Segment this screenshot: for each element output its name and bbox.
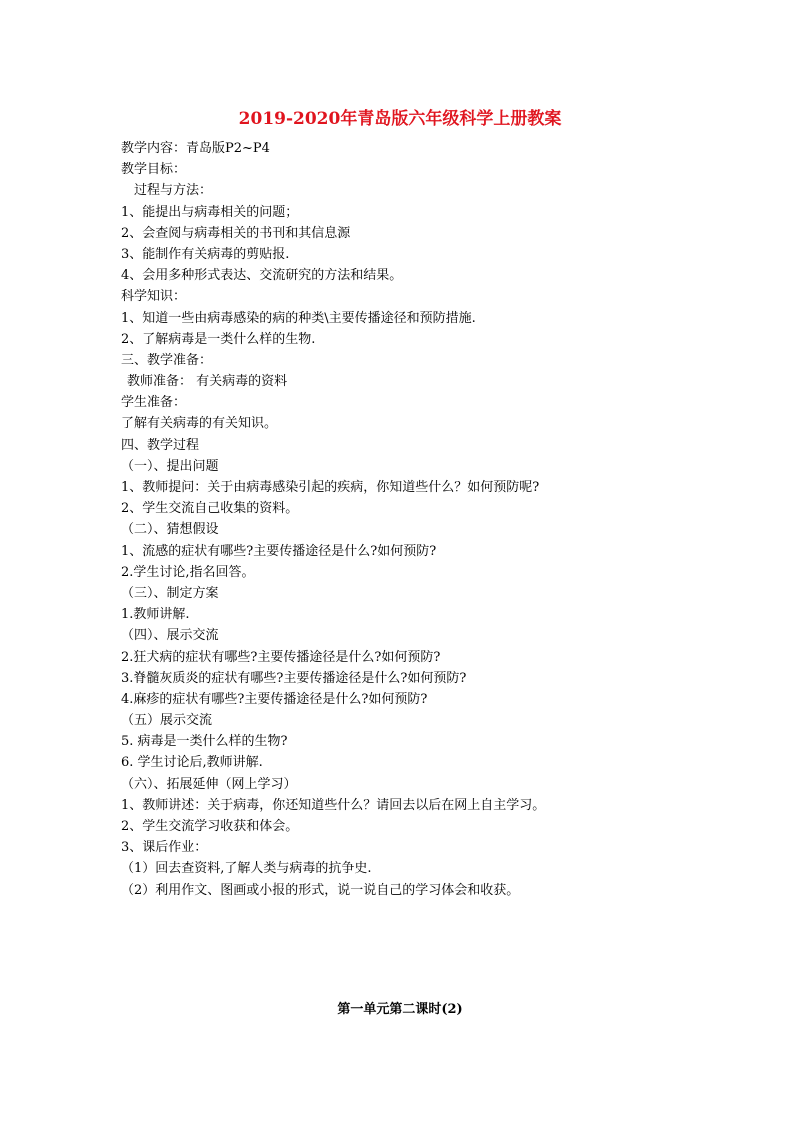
text-line: （五）展示交流 bbox=[121, 713, 213, 729]
text-line: 学生准备： bbox=[121, 395, 187, 411]
text-line: 教师准备： 有关病毒的资料 bbox=[127, 374, 288, 390]
text-line: 2.学生讨论,指名回答。 bbox=[121, 564, 255, 580]
text-line: 2.狂犬病的症状有哪些?主要传播途径是什么?如何预防? bbox=[121, 649, 441, 665]
text-line: 3、能制作有关病毒的剪贴报. bbox=[121, 246, 290, 262]
text-line: 4、会用多种形式表达、交流研究的方法和结果。 bbox=[121, 268, 403, 284]
text-line: 3.脊髓灰质炎的症状有哪些?主要传播途径是什么?如何预防? bbox=[121, 670, 467, 686]
text-line: 2、学生交流学习收获和体会。 bbox=[121, 819, 299, 834]
text-line: 6. 学生讨论后,教师讲解. bbox=[121, 755, 263, 771]
text-line: （2）利用作文、图画或小报的形式，说一说自己的学习体会和收获。 bbox=[121, 882, 520, 898]
text-line: （二）、猜想假设 bbox=[121, 522, 219, 538]
text-line: 2、学生交流自己收集的资料。 bbox=[121, 501, 299, 517]
text-line: 1、能提出与病毒相关的问题； bbox=[121, 204, 299, 220]
text-line: （四）、展示交流 bbox=[121, 628, 219, 644]
text-line: 教学目标： bbox=[121, 162, 187, 178]
text-line: 4.麻疹的症状有哪些?主要传播途径是什么?如何预防? bbox=[121, 691, 428, 707]
text-line: 2、了解病毒是一类什么样的生物. bbox=[121, 331, 316, 347]
text-line: 科学知识： bbox=[121, 289, 187, 305]
document-body bbox=[121, 138, 681, 901]
text-line: （三）、制定方案 bbox=[121, 585, 219, 601]
text-line: 教学内容：青岛版P2~P4 bbox=[121, 141, 270, 156]
text-line: 5. 病毒是一类什么样的生物? bbox=[121, 734, 288, 750]
text-line: 三、教学准备： bbox=[121, 352, 213, 368]
text-line: 1.教师讲解. bbox=[121, 607, 190, 623]
text-line: （1）回去查资料,了解人类与病毒的抗争史. bbox=[121, 861, 372, 877]
text-line: （六）、拓展延伸（网上学习） bbox=[121, 776, 297, 792]
text-line: 四、教学过程 bbox=[121, 437, 200, 453]
text-line: 过程与方法： bbox=[134, 183, 213, 199]
text-line: 1、流感的症状有哪些?主要传播途径是什么?如何预防? bbox=[121, 543, 437, 559]
text-line: 3、课后作业： bbox=[121, 840, 208, 856]
text-line: 2、会查阅与病毒相关的书刊和其信息源 bbox=[121, 225, 351, 241]
document-title: 2019-2020年青岛版六年级科学上册教案 bbox=[238, 109, 562, 129]
text-line: 1、教师提问：关于由病毒感染引起的疾病，你知道些什么？如何预防呢? bbox=[121, 480, 540, 495]
text-line: 了解有关病毒的有关知识。 bbox=[121, 416, 278, 432]
text-line: 1、知道一些由病毒感染的病的种类\主要传播途径和预防措施. bbox=[121, 310, 476, 326]
text-line: （一）、提出问题 bbox=[121, 458, 219, 474]
section-heading: 第一单元第二课时(2) bbox=[337, 1002, 463, 1017]
text-line: 1、教师讲述：关于病毒，你还知道些什么？请回去以后在网上自主学习。 bbox=[121, 797, 546, 813]
